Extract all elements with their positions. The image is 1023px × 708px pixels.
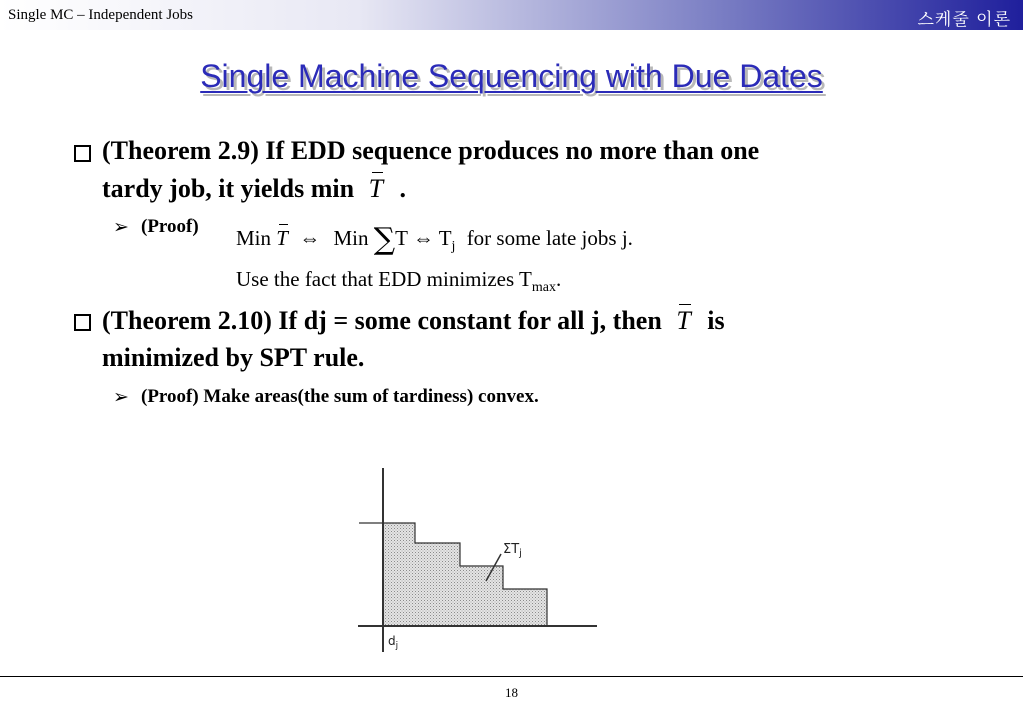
tj-subscript: j	[451, 239, 456, 255]
t-symbol: T	[395, 226, 408, 250]
t-bar-symbol: T	[676, 306, 691, 335]
slide-title: Single Machine Sequencing with Due Dates	[200, 58, 823, 94]
header-right-text: 스케줄 이론	[917, 10, 1011, 30]
proof1-line2	[236, 267, 561, 296]
checkbox-bullet-icon	[74, 314, 91, 331]
proof2-text: (Proof) Make areas(the sum of tardiness) convex.	[141, 386, 539, 407]
tardiness-figure	[355, 465, 605, 660]
proof1-equation	[236, 222, 633, 257]
theorem2-line1	[102, 306, 725, 336]
iff-symbol: ⇔	[299, 226, 321, 250]
header-left-text: Single MC – Independent Jobs	[8, 7, 193, 23]
theorem1-line2	[102, 174, 406, 204]
dj-label: $d_j$	[388, 634, 399, 651]
theorem2-line2: minimized by SPT rule.	[102, 343, 365, 372]
t-bar-symbol: T	[368, 174, 384, 203]
min-text: Min	[236, 226, 272, 250]
sigma-symbol: ∑	[373, 222, 396, 257]
tj-symbol: T	[438, 226, 452, 250]
proof1-line2-period: .	[555, 267, 562, 291]
tardiness-area	[383, 523, 547, 626]
theorem1-period: .	[399, 174, 407, 203]
tmax-subscript: max	[531, 280, 556, 296]
t-bar-symbol: T	[276, 226, 288, 250]
page-number: 18	[505, 685, 518, 700]
theorem1-line2-text: tardy job, it yields min	[102, 174, 355, 203]
arrow-bullet-icon: ➢	[113, 386, 129, 408]
iff-symbol: ⇔	[412, 226, 434, 250]
proof1-label: (Proof)	[141, 216, 199, 237]
arrow-bullet-icon: ➢	[113, 216, 129, 238]
theorem1-line1: (Theorem 2.9) If EDD sequence produces no more than one	[102, 136, 760, 165]
theorem2-is: is	[707, 306, 725, 335]
footer-divider	[0, 676, 1023, 677]
header-bar	[0, 0, 1023, 30]
theorem2-line1-text: (Theorem 2.10) If dj = some constant for all j, then	[102, 306, 662, 335]
proof1-line2-text: Use the fact that EDD minimizes T	[236, 267, 532, 291]
proof1-tail: for some late jobs j.	[466, 226, 633, 250]
checkbox-bullet-icon	[74, 145, 91, 162]
min-text: Min	[333, 226, 369, 250]
sum-tj-label: $\Sigma T_j$	[503, 542, 522, 559]
